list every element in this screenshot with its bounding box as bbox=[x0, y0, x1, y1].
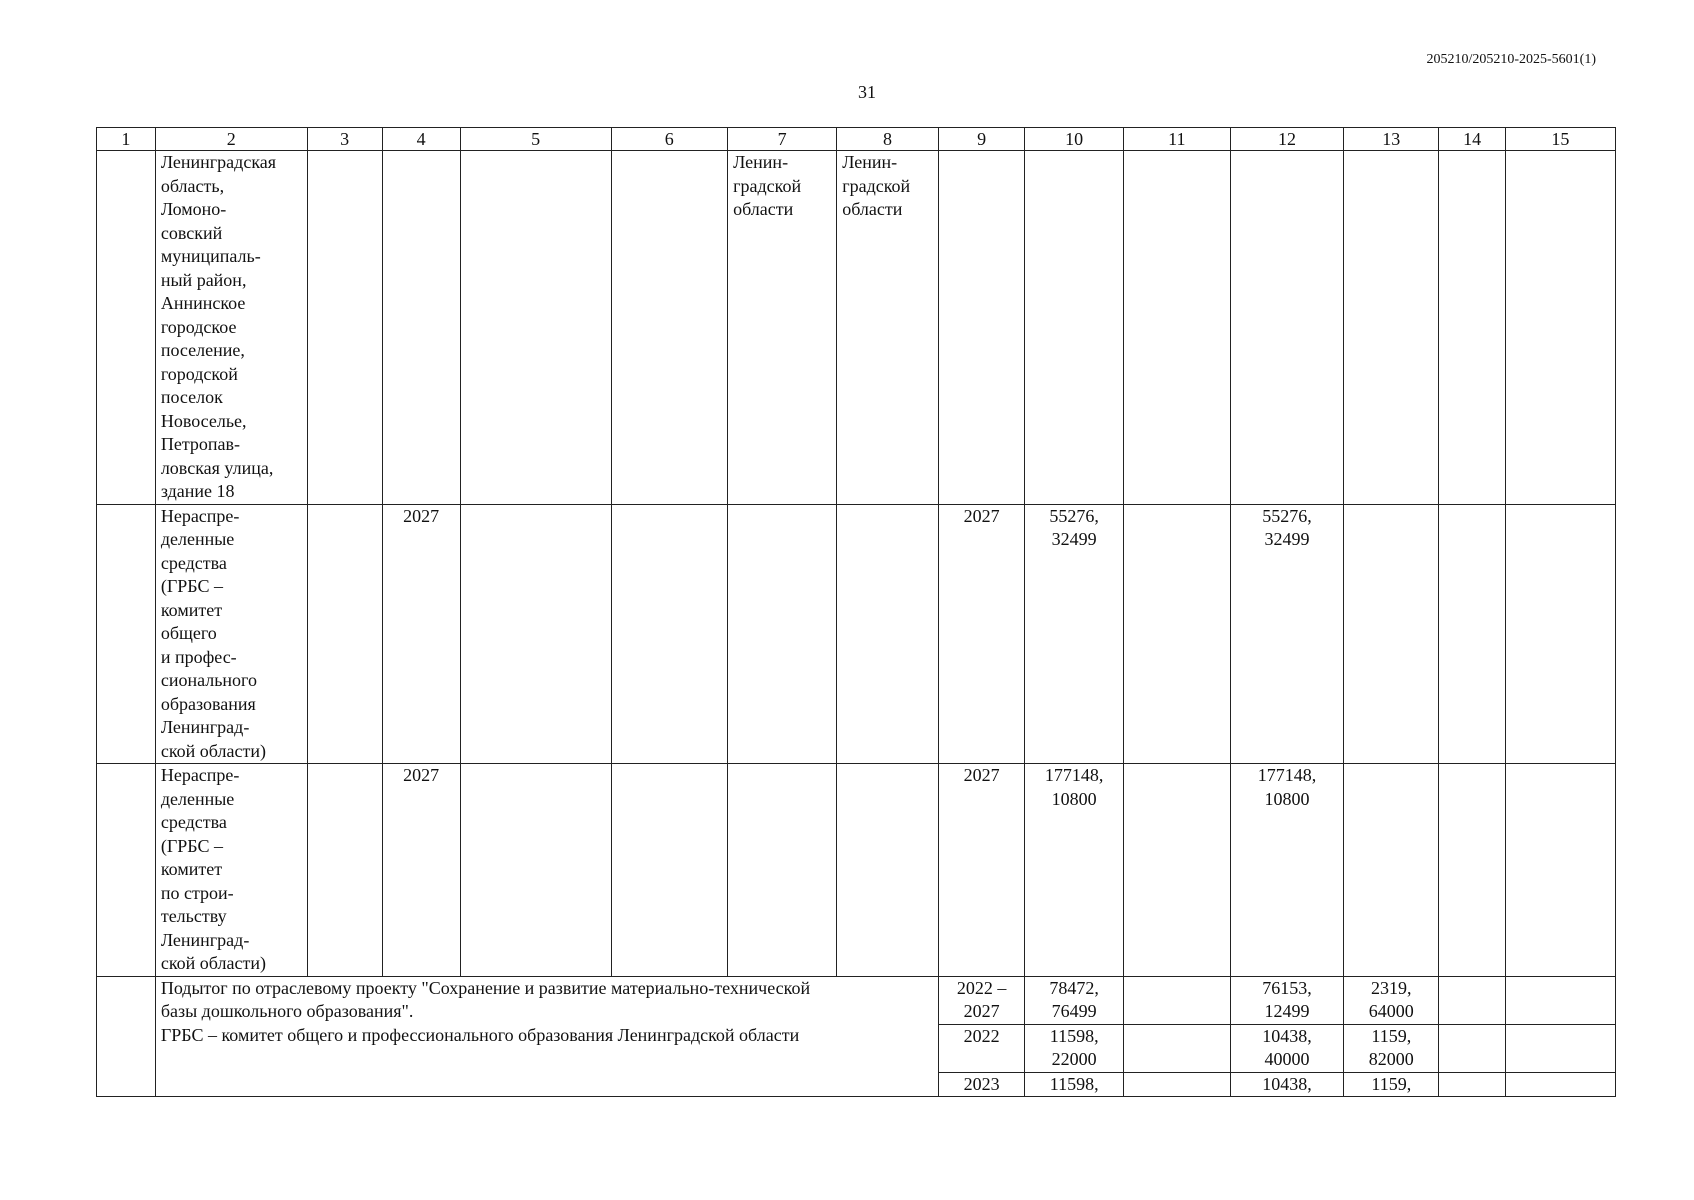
subtotal-amount: 11598, bbox=[1025, 1072, 1123, 1097]
col-header: 2 bbox=[155, 128, 307, 151]
address-cell: Ленинградская область, Ломоно- совский муниципаль- ный район, Аннинское городское поселение, городской поселок Новоселье, Петропав- ловская улица, здание 18 bbox=[155, 151, 307, 505]
col-header: 7 bbox=[728, 128, 837, 151]
funds-description-cell: Нераспре- деленные средства (ГРБС – комитет общего и профес- сионального образования Ленинград- ской области) bbox=[155, 504, 307, 764]
subtotal-amount: 10438, 40000 bbox=[1230, 1024, 1343, 1072]
subtotal-amount: 76153, 12499 bbox=[1230, 976, 1343, 1024]
subtotal-period: 2022 – 2027 bbox=[938, 976, 1025, 1024]
page-number: 31 bbox=[858, 82, 876, 102]
col-header: 5 bbox=[460, 128, 611, 151]
col-header: 15 bbox=[1505, 128, 1615, 151]
subtotal-description: Подытог по отраслевому проекту "Сохранение и развитие материально-технической базы дошкольного образования". ГРБС – комитет общего и профессионального образования Ленинградской области bbox=[155, 976, 938, 1097]
col-header: 8 bbox=[837, 128, 939, 151]
col-header: 10 bbox=[1025, 128, 1123, 151]
col-header: 14 bbox=[1439, 128, 1505, 151]
subtotal-period: 2023 bbox=[938, 1072, 1025, 1097]
table-row bbox=[97, 504, 1616, 764]
year-cell: 2027 bbox=[382, 504, 460, 764]
col-header: 4 bbox=[382, 128, 460, 151]
subtotal-amount: 10438, bbox=[1230, 1072, 1343, 1097]
subtotal-period: 2022 bbox=[938, 1024, 1025, 1072]
col-header: 13 bbox=[1344, 128, 1439, 151]
col-header: 1 bbox=[97, 128, 156, 151]
col-header: 12 bbox=[1230, 128, 1343, 151]
subtotal-amount: 11598, 22000 bbox=[1025, 1024, 1123, 1072]
amount-cell: 55276, 32499 bbox=[1230, 504, 1343, 764]
col-header: 3 bbox=[307, 128, 382, 151]
subtotal-amount: 2319, 64000 bbox=[1344, 976, 1439, 1024]
data-table bbox=[96, 127, 1616, 1097]
subtotal-amount: 78472, 76499 bbox=[1025, 976, 1123, 1024]
table-row bbox=[97, 151, 1616, 505]
col-header: 9 bbox=[938, 128, 1025, 151]
subtotal-amount: 1159, bbox=[1344, 1072, 1439, 1097]
col-header: 6 bbox=[611, 128, 728, 151]
amount-cell: 55276, 32499 bbox=[1025, 504, 1123, 764]
year-cell: 2027 bbox=[938, 764, 1025, 977]
subtotal-row bbox=[97, 976, 1616, 1024]
amount-cell: 177148, 10800 bbox=[1025, 764, 1123, 977]
region-cell: Ленин- градской области bbox=[728, 151, 837, 505]
region-cell: Ленин- градской области bbox=[837, 151, 939, 505]
table-row bbox=[97, 764, 1616, 977]
column-number-row bbox=[97, 128, 1616, 151]
year-cell: 2027 bbox=[938, 504, 1025, 764]
subtotal-amount: 1159, 82000 bbox=[1344, 1024, 1439, 1072]
year-cell: 2027 bbox=[382, 764, 460, 977]
funds-description-cell: Нераспре- деленные средства (ГРБС – комитет по строи- тельству Ленинград- ской области) bbox=[155, 764, 307, 977]
document-id: 205210/205210-2025-5601(1) bbox=[1426, 52, 1596, 67]
col-header: 11 bbox=[1123, 128, 1230, 151]
amount-cell: 177148, 10800 bbox=[1230, 764, 1343, 977]
